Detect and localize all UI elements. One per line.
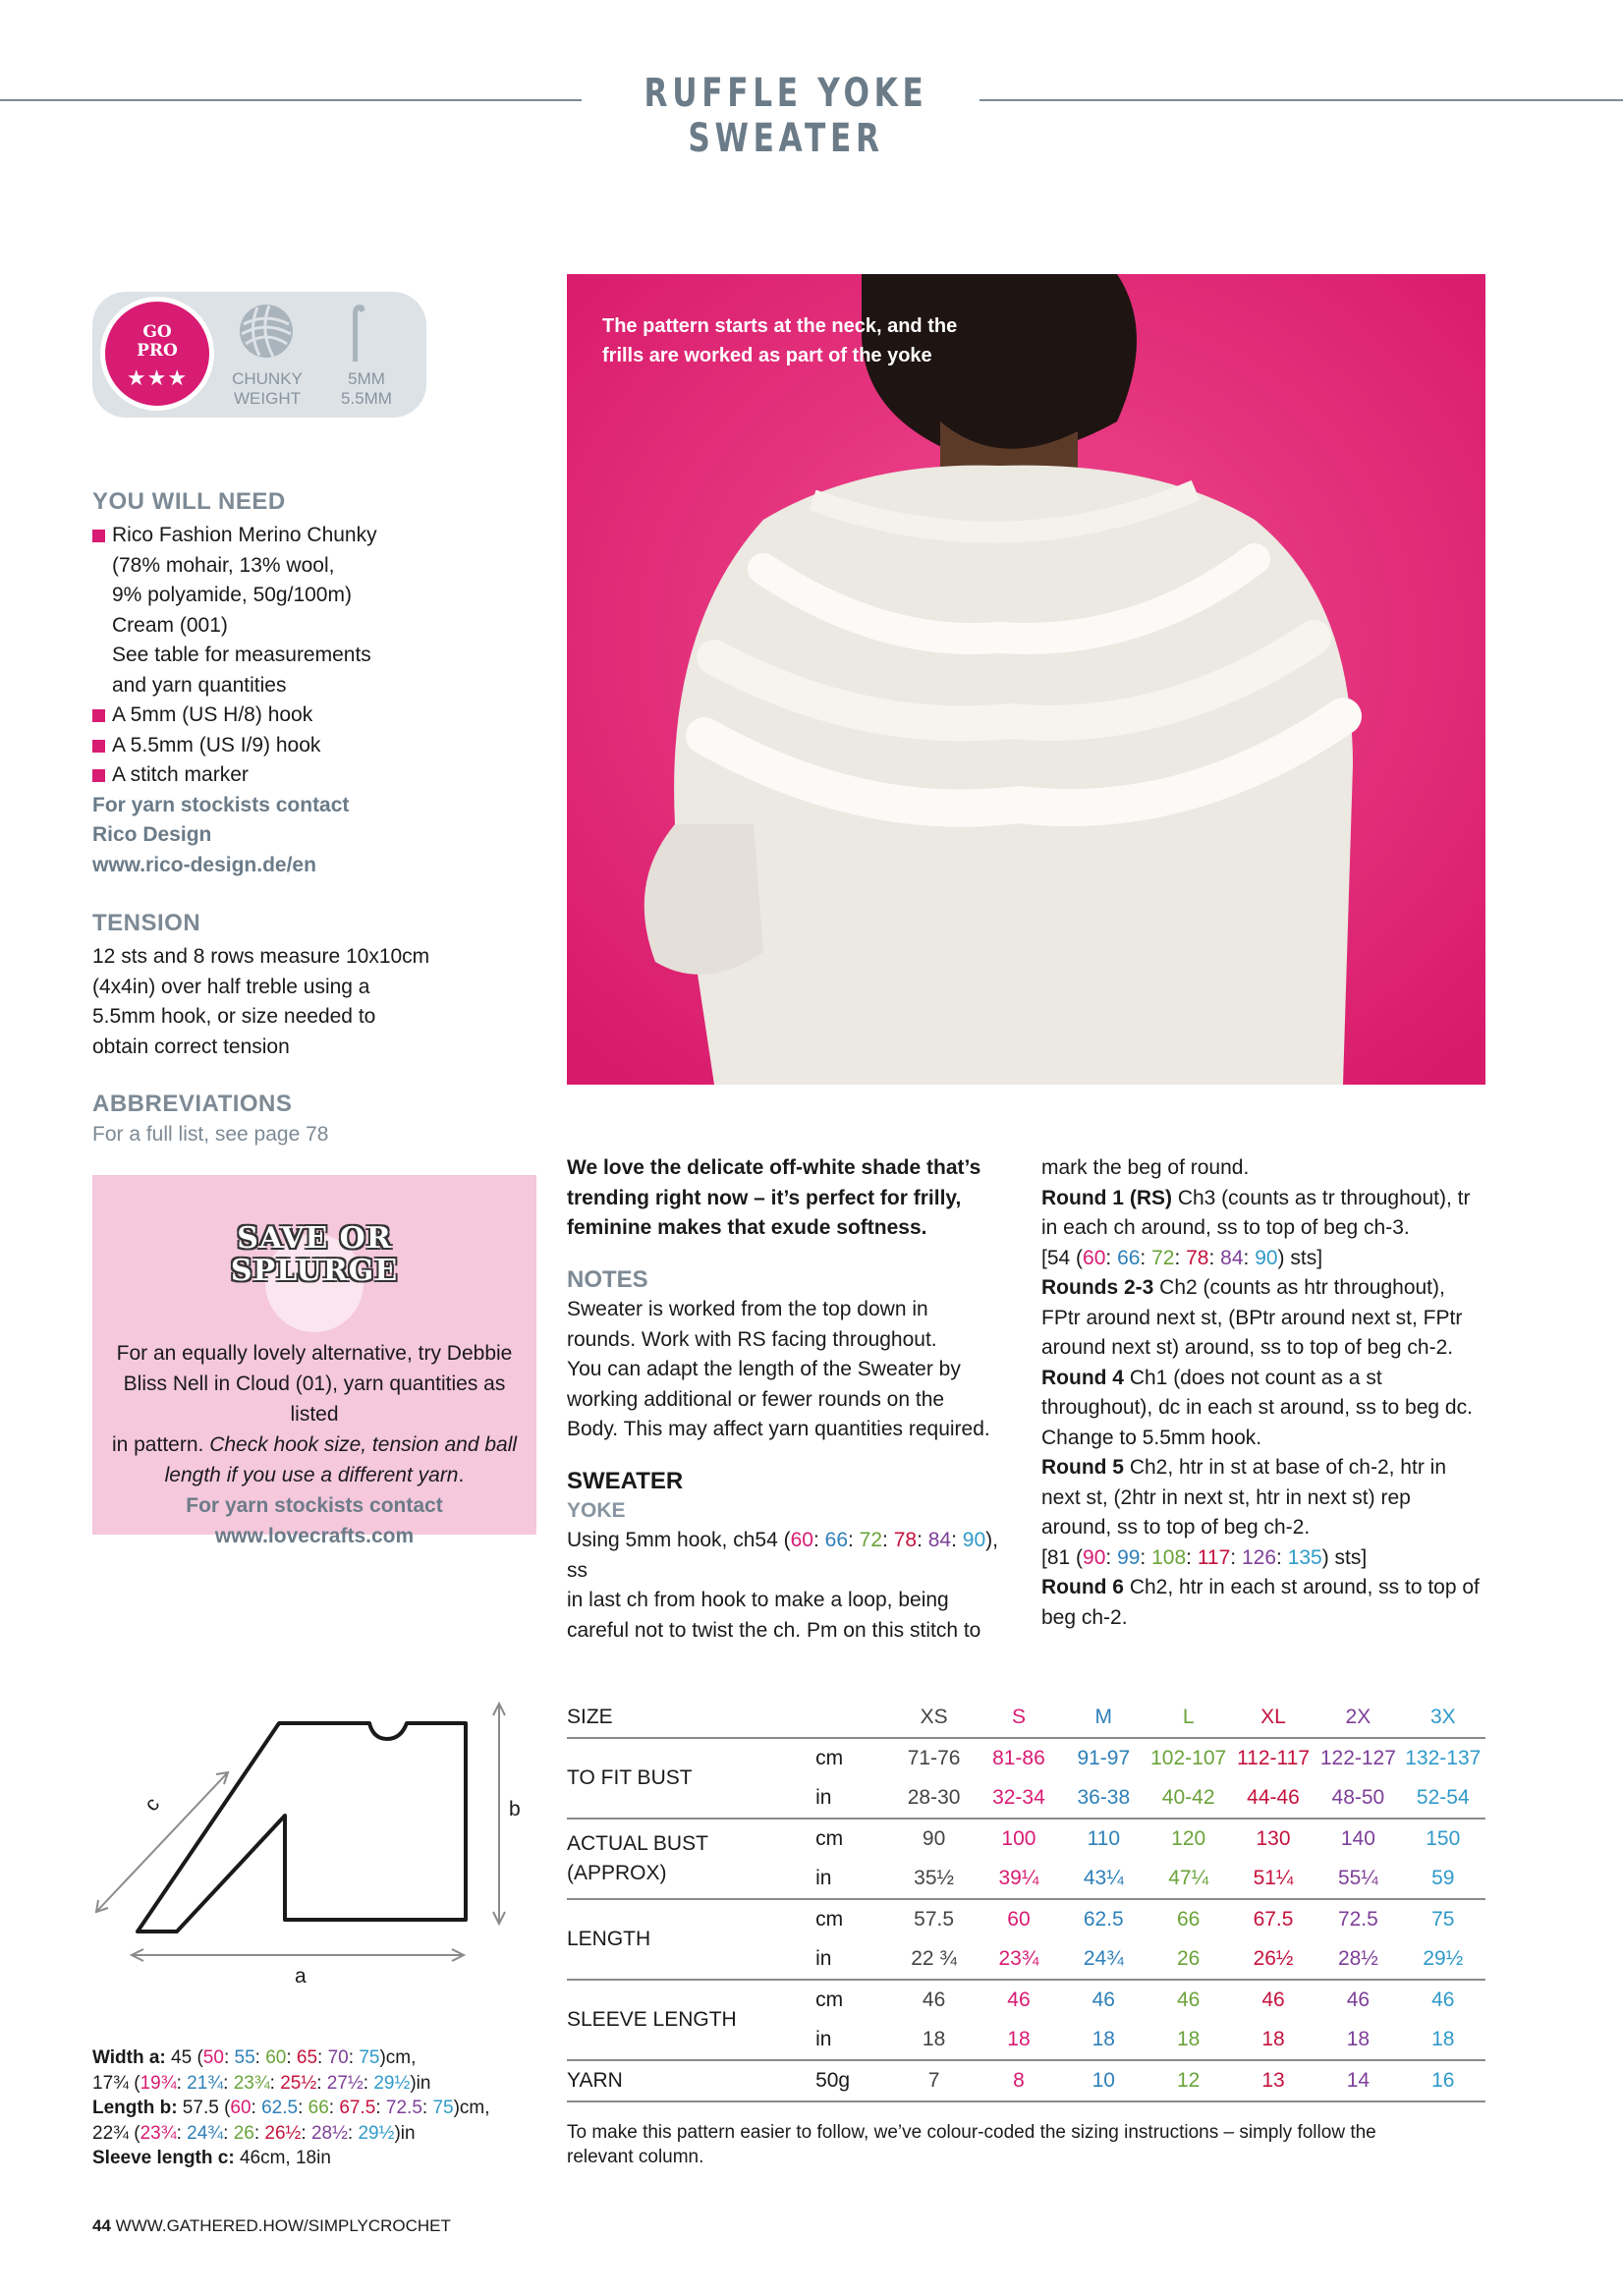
- size-table: [567, 1698, 1485, 2102]
- right-column: mark the beg of round. Round 1 (RS) Ch3 (counts as tr throughout), tr in each ch around, ss to top of beg ch-3. [54 (60: 66: 72: 78: 84: 90) sts] Rounds 2-3 Ch2 (counts as htr throughout), FPtr around next st, (BPtr around next st, FPtr around next st) around, ss to top of beg ch-2. Round 4 Ch1 (does not count as a st throughout), dc in each st around, ss to beg dc. Change to 5.5mm hook. Round 5 Ch2, htr in st at base of ch-2, htr in next st, (2htr in next st, htr in next st) rep around, ss to top of beg ch-2. [81 (90: 99: 108: 117: 126: 135) sts] Round 6 Ch2, htr in each st around, ss to top of beg ch-2.: [1041, 1156, 1480, 1629]
- width-label: Width a:: [92, 2047, 166, 2068]
- hook-5-5mm-text: A 5.5mm (US I/9) hook: [112, 733, 321, 756]
- unit-cell: in: [815, 2020, 891, 2060]
- table-cell: 47¼: [1146, 1859, 1230, 1899]
- size-3x-value: 135: [1287, 1545, 1322, 1569]
- materials-item-hook-5-5mm: [92, 731, 417, 761]
- size-xl-header: XL: [1231, 1698, 1315, 1738]
- table-cell: 16: [1401, 2060, 1485, 2101]
- unit-cell: cm: [815, 1988, 844, 2011]
- diagram-label-c: c: [140, 1793, 165, 1817]
- sweater-schematic-diagram: [92, 1688, 544, 1973]
- table-cell: 26½: [1231, 1939, 1315, 1980]
- table-cell: 32-34: [977, 1778, 1061, 1819]
- table-cell: 13: [1231, 2060, 1315, 2101]
- size-s-value: 60: [230, 2098, 252, 2118]
- table-row: [567, 1738, 1485, 1778]
- note-line: To make this pattern easier to follow, we’ve colour-coded the sizing instructions – simply follow the: [567, 2122, 1376, 2143]
- intro-line: trending right now – it’s perfect for frilly,: [567, 1186, 962, 1209]
- table-cell: 18: [1146, 2020, 1230, 2060]
- table-cell: 150: [1426, 1827, 1461, 1850]
- size-2x-value: 28½: [310, 2122, 348, 2144]
- ss-contact: For yarn stockists contact: [186, 1494, 443, 1517]
- meas-text: )in: [394, 2122, 416, 2144]
- row-label: SLEEVE LENGTH: [567, 1980, 815, 2060]
- table-cell: 62.5: [1083, 1908, 1124, 1931]
- size-m-value: 21¾: [187, 2072, 224, 2094]
- caption-line: The pattern starts at the neck, and the: [602, 315, 958, 337]
- materials-list: [92, 521, 417, 880]
- notes-text: [567, 1295, 1019, 1445]
- skill-stars: ★★★: [126, 365, 189, 390]
- table-cell: 10: [1061, 2060, 1146, 2101]
- table-cell: 43¼: [1061, 1859, 1146, 1899]
- size-l-value: 60: [265, 2047, 287, 2068]
- yoke-text: Using 5mm hook, ch54 (: [567, 1529, 791, 1551]
- bullet-square-icon: [92, 530, 105, 542]
- tension-text: [92, 942, 446, 1062]
- notes-line: Sweater is worked from the top down in: [567, 1298, 928, 1320]
- yarn-line: See table for measurements: [112, 644, 371, 666]
- unit-cell: cm: [815, 1908, 844, 1931]
- abbreviations-heading: ABBREVIATIONS: [92, 1091, 293, 1117]
- table-cell: 39¼: [977, 1859, 1061, 1899]
- size-s-value: 60: [790, 1529, 813, 1551]
- size-2x-header: 2X: [1315, 1698, 1400, 1738]
- table-cell: 122-127: [1319, 1747, 1396, 1769]
- abbreviations-text: For a full list, see page 78: [92, 1123, 329, 1146]
- size-2x-value: 126: [1241, 1545, 1277, 1569]
- round-text: Ch2 (counts as htr throughout),: [1153, 1276, 1445, 1299]
- size-header-row: [567, 1698, 1485, 1738]
- diagram-label-b: b: [509, 1798, 521, 1820]
- size-l-value: 23¾: [233, 2072, 270, 2094]
- table-cell: 75: [1431, 1908, 1455, 1931]
- round-count: [81 (: [1041, 1545, 1084, 1569]
- meas-text: 46cm, 18in: [234, 2148, 331, 2168]
- table-cell: 44-46: [1231, 1778, 1315, 1819]
- stockist-contact: [92, 791, 417, 881]
- round-text: in each ch around, ss to top of beg ch-3.: [1041, 1216, 1410, 1239]
- table-cell: 14: [1315, 2060, 1400, 2101]
- size-2x-value: 27½: [326, 2072, 364, 2094]
- table-cell: 102-107: [1150, 1747, 1227, 1769]
- size-m-value: 66: [1117, 1246, 1141, 1269]
- table-cell: 81-86: [992, 1747, 1045, 1769]
- size-l-value: 66: [308, 2098, 329, 2118]
- size-m-header: M: [1061, 1698, 1146, 1738]
- round-count: [54 (: [1041, 1246, 1084, 1269]
- yarn-weight-line2: WEIGHT: [234, 389, 301, 408]
- table-cell: 18: [1315, 2020, 1400, 2060]
- table-cell: 67.5: [1253, 1908, 1294, 1931]
- hook-size-label: [330, 369, 403, 409]
- sleeve-label: Sleeve length c:: [92, 2148, 235, 2168]
- bullet-square-icon: [92, 769, 105, 782]
- size-3x-value: 75: [359, 2047, 380, 2068]
- yoke-text: ): [985, 1529, 993, 1551]
- size-l-header: L: [1146, 1698, 1230, 1738]
- table-cell: 51¼: [1231, 1859, 1315, 1899]
- header-rule-left: [0, 99, 582, 101]
- table-cell: 91-97: [1077, 1747, 1131, 1769]
- table-cell: 18: [977, 2020, 1061, 2060]
- size-l-value: 72: [1151, 1246, 1175, 1269]
- size-s-value: 19¾: [140, 2072, 177, 2094]
- size-s-value: 50: [202, 2047, 224, 2068]
- table-cell: 112-117: [1237, 1747, 1310, 1769]
- table-cell: 24¾: [1061, 1939, 1146, 1980]
- row-label-line: ACTUAL BUST: [567, 1832, 708, 1855]
- size-xl-value: 78: [893, 1529, 918, 1551]
- table-cell: 71-76: [907, 1747, 961, 1769]
- table-cell: 110: [1087, 1827, 1121, 1850]
- table-cell: 90: [922, 1827, 946, 1850]
- table-cell: 130: [1256, 1827, 1291, 1850]
- row-label-line: (APPROX): [567, 1862, 667, 1884]
- table-cell: 29½: [1401, 1939, 1485, 1980]
- stockist-line: For yarn stockists contact: [92, 793, 350, 816]
- round-text: FPtr around next st, (BPtr around next st, FPtr: [1041, 1306, 1463, 1329]
- page-title: RUFFLE YOKE SWEATER: [644, 71, 928, 161]
- table-cell: 26: [1146, 1939, 1230, 1980]
- size-3x-value: 90: [962, 1529, 986, 1551]
- table-cell: 140: [1340, 1827, 1375, 1850]
- table-cell: 57.5: [914, 1908, 955, 1931]
- round-6-label: Round 6: [1041, 1576, 1124, 1598]
- table-row: [567, 1899, 1485, 1939]
- table-cell: 35½: [891, 1859, 976, 1899]
- yarn-line: 9% polyamide, 50g/100m): [112, 584, 352, 606]
- round-count: ) sts]: [1277, 1246, 1323, 1269]
- ss-title-line1: SAVE OR: [237, 1221, 392, 1256]
- table-cell: 46: [1091, 1988, 1115, 2011]
- table-cell: 55¼: [1315, 1859, 1400, 1899]
- size-3x-value: 29½: [358, 2122, 395, 2144]
- yarn-row: [567, 2060, 1485, 2101]
- size-s-value: 60: [1083, 1246, 1106, 1269]
- round-1-label: Round 1 (RS): [1041, 1186, 1172, 1209]
- table-cell: 120: [1171, 1827, 1206, 1850]
- ss-contact-url[interactable]: www.lovecrafts.com: [214, 1525, 415, 1547]
- size-m-value: 24¾: [187, 2122, 224, 2144]
- footer-url[interactable]: WWW.GATHERED.HOW/SIMPLYCROCHET: [115, 2216, 451, 2235]
- size-3x-value: 75: [432, 2098, 454, 2118]
- you-will-need-heading: YOU WILL NEED: [92, 488, 286, 515]
- tension-line: 12 sts and 8 rows measure 10x10cm: [92, 945, 430, 968]
- size-s-header: S: [977, 1698, 1061, 1738]
- stockist-url[interactable]: www.rico-design.de/en: [92, 853, 316, 876]
- save-or-splurge-title: [92, 1222, 536, 1287]
- size-xl-value: 65: [296, 2047, 318, 2068]
- page-number: 44: [92, 2216, 111, 2235]
- hook-size-line2: 5.5MM: [341, 389, 392, 408]
- sweater-illustration: [567, 274, 1485, 1085]
- table-cell: 132-137: [1405, 1747, 1482, 1769]
- size-s-value: 23¾: [140, 2122, 177, 2144]
- table-cell: 100: [1001, 1827, 1036, 1850]
- ss-line: Bliss Nell in Cloud (01), yarn quantities as listed: [123, 1372, 506, 1426]
- length-label: Length b:: [92, 2098, 178, 2118]
- note-line: relevant column.: [567, 2147, 704, 2167]
- meas-text: 45 (: [165, 2047, 203, 2068]
- intro-text: [567, 1153, 1019, 1244]
- yoke-subheading: YOKE: [567, 1499, 626, 1522]
- size-2x-value: 84: [927, 1529, 952, 1551]
- table-cell: 59: [1401, 1859, 1485, 1899]
- size-xl-value: 67.5: [339, 2098, 376, 2118]
- middle-column: [567, 1153, 1019, 1646]
- round-text: throughout), dc in each st around, ss to beg dc.: [1041, 1396, 1473, 1419]
- size-l-value: 72: [859, 1529, 883, 1551]
- table-cell: 12: [1146, 2060, 1230, 2101]
- meas-text: )cm,: [379, 2047, 417, 2068]
- ss-title-line2: SPLURGE: [230, 1254, 399, 1288]
- yoke-text: , ss: [567, 1529, 998, 1582]
- unit-cell: cm: [815, 1827, 844, 1850]
- round-text: mark the beg of round.: [1041, 1156, 1250, 1179]
- stitch-marker-text: A stitch marker: [112, 763, 249, 786]
- row-label: [567, 1819, 815, 1899]
- materials-item-hook-5mm: [92, 700, 417, 731]
- materials-item-yarn: [92, 521, 417, 700]
- notes-heading: NOTES: [567, 1265, 648, 1293]
- yarn-line: Rico Fashion Merino Chunky: [112, 524, 377, 546]
- round-text: beg ch-2.: [1041, 1605, 1128, 1629]
- hook-size-line1: 5MM: [348, 369, 385, 388]
- yarn-line: and yarn quantities: [112, 673, 287, 697]
- unit-cell: in: [815, 1939, 891, 1980]
- table-cell: 40-42: [1146, 1778, 1230, 1819]
- size-xl-value: 78: [1186, 1246, 1209, 1269]
- table-cell: 46: [1261, 1988, 1285, 2011]
- notes-line: rounds. Work with RS facing throughout.: [567, 1327, 937, 1351]
- meas-text: )cm,: [453, 2098, 490, 2118]
- intro-line: We love the delicate off-white shade that’s: [567, 1156, 981, 1179]
- save-or-splurge-text: [100, 1338, 529, 1551]
- table-cell: 8: [977, 2060, 1061, 2101]
- table-cell: 46: [1346, 1988, 1371, 2011]
- rounds-2-3-label: Rounds 2-3: [1041, 1276, 1154, 1299]
- table-cell: 72.5: [1337, 1908, 1378, 1931]
- size-2x-value: 84: [1220, 1246, 1244, 1269]
- unit-cell: 50g: [815, 2060, 891, 2101]
- ss-italic-line: length if you use a different yarn: [164, 1464, 459, 1486]
- meas-text: 57.5 (: [177, 2098, 231, 2118]
- size-3x-header: 3X: [1401, 1698, 1485, 1738]
- ss-italic-line: Check hook size, tension and ball: [209, 1433, 518, 1456]
- hook-5mm-text: A 5mm (US H/8) hook: [112, 703, 313, 726]
- round-text: Change to 5.5mm hook.: [1041, 1426, 1262, 1449]
- notes-line: You can adapt the length of the Sweater by: [567, 1358, 961, 1380]
- yarn-line: Cream (001): [112, 613, 228, 637]
- table-cell: 60: [1007, 1908, 1031, 1931]
- size-label: SIZE: [567, 1698, 815, 1738]
- table-cell: 18: [1061, 2020, 1146, 2060]
- round-5-label: Round 5: [1041, 1456, 1124, 1479]
- size-l-value: 108: [1151, 1545, 1187, 1569]
- materials-item-marker: [92, 760, 417, 791]
- table-row: [567, 1980, 1485, 2020]
- page-footer: [92, 2216, 451, 2236]
- skill-level-line1: GO: [142, 322, 172, 342]
- skill-level-line2: PRO: [137, 341, 178, 361]
- size-2x-value: 72.5: [385, 2098, 422, 2118]
- size-m-value: 62.5: [261, 2098, 299, 2118]
- round-text: Ch2, htr in each st around, ss to top of: [1124, 1576, 1480, 1598]
- table-cell: 36-38: [1061, 1778, 1146, 1819]
- round-text: Ch1 (does not count as a st: [1124, 1366, 1382, 1389]
- table-cell: 46: [1431, 1988, 1455, 2011]
- round-4-label: Round 4: [1041, 1366, 1124, 1389]
- size-s-value: 90: [1083, 1545, 1106, 1569]
- caption-line: frills are worked as part of the yoke: [602, 345, 932, 366]
- notes-line: working additional or fewer rounds on the: [567, 1387, 945, 1411]
- bullet-square-icon: [92, 709, 105, 722]
- sweater-heading: SWEATER: [567, 1467, 684, 1494]
- table-cell: 52-54: [1401, 1778, 1485, 1819]
- table-row: [567, 1819, 1485, 1859]
- size-3x-value: 90: [1255, 1246, 1278, 1269]
- yarn-weight-label: [220, 369, 314, 409]
- table-cell: 46: [1007, 1988, 1031, 2011]
- table-cell: 28½: [1315, 1939, 1400, 1980]
- round-text: around, ss to top of beg ch-2.: [1041, 1516, 1311, 1539]
- size-xs-header: XS: [891, 1698, 976, 1738]
- tension-line: 5.5mm hook, or size needed to: [92, 1005, 376, 1028]
- meas-text: )in: [410, 2072, 431, 2094]
- size-3x-value: 29½: [373, 2072, 411, 2094]
- measurements-text: Width a: 45 (50: 55: 60: 65: 70: 75)cm, 17¾ (19¾: 21¾: 23¾: 25½: 27½: 29½)in Length b: 57.5 (60: 62.5: 66: 67.5: 72.5: 75)cm, 22¾ (23¾: 24¾: 26: 26½: 28½: 29½)in Sleeve length c: 46cm, 18in: [92, 2047, 490, 2168]
- yarn-line: (78% mohair, 13% wool,: [112, 553, 335, 577]
- crochet-hook-icon: [346, 301, 367, 362]
- sweater-photo: [567, 274, 1485, 1085]
- tension-heading: TENSION: [92, 910, 201, 936]
- size-xl-value: 26½: [264, 2122, 302, 2144]
- table-cell: 22 ¾: [891, 1939, 976, 1980]
- stockist-name: Rico Design: [92, 823, 212, 846]
- ss-line: in pattern.: [111, 1433, 210, 1456]
- table-cell: 23¾: [977, 1939, 1061, 1980]
- unit-cell: cm: [815, 1747, 844, 1769]
- table-cell: 18: [891, 2020, 976, 2060]
- meas-text: 17¾ (: [92, 2072, 140, 2094]
- yarn-weight-line1: CHUNKY: [232, 369, 303, 388]
- table-cell: 7: [891, 2060, 976, 2101]
- tension-line: obtain correct tension: [92, 1035, 290, 1058]
- table-cell: 66: [1176, 1908, 1201, 1931]
- unit-cell: in: [815, 1778, 891, 1819]
- photo-caption: [602, 311, 1035, 370]
- notes-line: Body. This may affect yarn quantities required.: [567, 1418, 990, 1440]
- yarn-ball-icon: [238, 303, 295, 360]
- yoke-instructions: Using 5mm hook, ch54 (60: 66: 72: 78: 84: 90), ss in last ch from hook to make a loop, being careful not to twist the ch. Pm on this stitch to: [567, 1529, 998, 1642]
- size-m-value: 55: [234, 2047, 255, 2068]
- size-m-value: 66: [824, 1529, 848, 1551]
- table-cell: 28-30: [891, 1778, 976, 1819]
- ss-period: .: [458, 1464, 465, 1486]
- header-rule-right: [979, 99, 1623, 101]
- round-text: around next st) around, ss to top of beg ch-2.: [1041, 1336, 1454, 1359]
- size-l-value: 26: [233, 2122, 254, 2144]
- row-label: TO FIT BUST: [567, 1738, 815, 1819]
- tension-line: (4x4in) over half treble using a: [92, 975, 370, 998]
- diagram-label-a: a: [295, 1965, 307, 1988]
- round-text: next st, (2htr in next st, htr in next st) rep: [1041, 1485, 1411, 1509]
- row-label: YARN: [567, 2060, 815, 2101]
- round-text: Ch2, htr in st at base of ch-2, htr in: [1124, 1456, 1446, 1479]
- row-label: LENGTH: [567, 1899, 815, 1980]
- round-count: ) sts]: [1321, 1545, 1368, 1569]
- table-cell: 46: [1176, 1988, 1201, 2011]
- size-xl-value: 25½: [280, 2072, 317, 2094]
- round-text: Ch3 (counts as tr throughout), tr: [1171, 1186, 1471, 1209]
- ss-line: For an equally lovely alternative, try Debbie: [116, 1342, 513, 1365]
- yoke-text: in last ch from hook to make a loop, being: [567, 1589, 949, 1611]
- yoke-text: careful not to twist the ch. Pm on this stitch to: [567, 1618, 981, 1642]
- table-note: [567, 2120, 1451, 2169]
- save-or-splurge-box: [92, 1175, 536, 1547]
- meas-text: 22¾ (: [92, 2122, 140, 2144]
- unit-cell: in: [815, 1859, 891, 1899]
- size-m-value: 99: [1117, 1545, 1141, 1569]
- intro-line: feminine makes that exude softness.: [567, 1216, 927, 1239]
- table-cell: 18: [1231, 2020, 1315, 2060]
- skill-level-badge: [100, 297, 214, 411]
- size-xl-value: 117: [1197, 1545, 1231, 1569]
- bullet-square-icon: [92, 740, 105, 753]
- table-cell: 18: [1401, 2020, 1485, 2060]
- table-cell: 46: [922, 1988, 946, 2011]
- size-2x-value: 70: [327, 2047, 349, 2068]
- table-cell: 48-50: [1315, 1778, 1400, 1819]
